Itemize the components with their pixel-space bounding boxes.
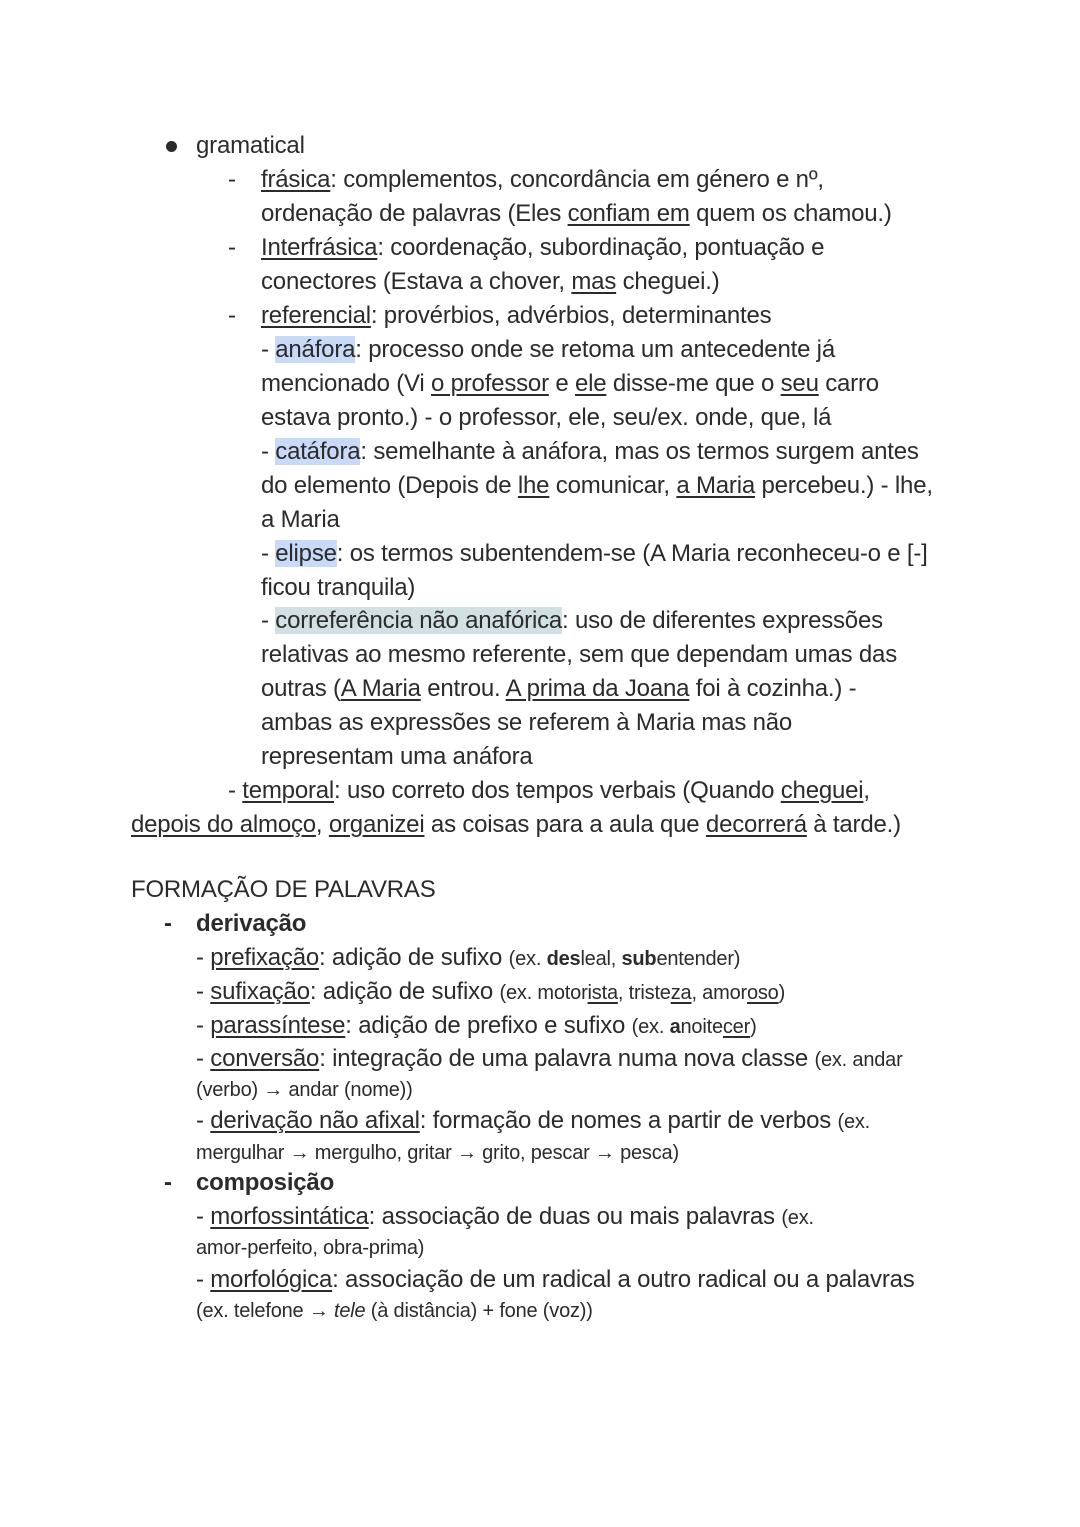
term-morfossintatica: morfossintática bbox=[210, 1203, 369, 1230]
bullet-gramatical: gramatical bbox=[196, 132, 305, 159]
subitem-catafora-cont: do elemento (Depois de lhe comunicar, a Maria percebeu.) - lhe, bbox=[261, 472, 933, 499]
subitem-catafora: - catáfora: semelhante à anáfora, mas os termos surgem antes bbox=[261, 438, 919, 465]
group-derivacao: derivação bbox=[196, 910, 307, 937]
subitem-anafora-cont: estava pronto.) - o professor, ele, seu/ex. onde, que, lá bbox=[261, 404, 832, 431]
term-referencial: referencial bbox=[261, 302, 371, 329]
subitem-anafora-cont: mencionado (Vi o professor e ele disse-me que o seu carro bbox=[261, 370, 879, 397]
item-conversao: - conversão: integração de uma palavra numa nova classe (ex. andar bbox=[196, 1045, 903, 1072]
subitem-catafora-cont: a Maria bbox=[261, 506, 340, 533]
term-elipse: elipse bbox=[275, 540, 337, 567]
term-interfrasica: Interfrásica bbox=[261, 234, 378, 261]
group-composicao: composição bbox=[196, 1169, 335, 1196]
item-temporal: - temporal: uso correto dos tempos verbais (Quando cheguei, bbox=[228, 777, 870, 804]
term-morfologica: morfológica bbox=[210, 1266, 333, 1293]
term-frasica: frásica bbox=[261, 166, 331, 193]
term-anafora: anáfora bbox=[275, 336, 356, 363]
section-heading: FORMAÇÃO DE PALAVRAS bbox=[131, 876, 436, 903]
term-derivacao-nao-afixal: derivação não afixal bbox=[210, 1107, 420, 1134]
item-morfologica-cont: (ex. telefone → tele (à distância) + fone (voz)) bbox=[196, 1300, 593, 1322]
dash-marker: - bbox=[228, 302, 236, 329]
item-interfrasica: Interfrásica: coordenação, subordinação, pontuação e bbox=[261, 234, 825, 261]
item-sufixacao: - sufixação: adição de sufixo (ex. motorista, tristeza, amoroso) bbox=[196, 978, 786, 1005]
item-temporal-cont: depois do almoço, organizei as coisas para a aula que decorrerá à tarde.) bbox=[131, 811, 901, 838]
item-parassintese: - parassíntese: adição de prefixo e sufixo (ex. anoitecer) bbox=[196, 1012, 757, 1039]
subitem-correferencia-cont: ambas as expressões se referem à Maria mas não bbox=[261, 709, 793, 736]
subitem-correferencia-cont: outras (A Maria entrou. A prima da Joana foi à cozinha.) - bbox=[261, 675, 857, 702]
subitem-correferencia-cont: relativas ao mesmo referente, sem que dependam umas das bbox=[261, 641, 898, 668]
subitem-anafora: - anáfora: processo onde se retoma um antecedente já bbox=[261, 336, 835, 363]
item-derivacao-nao-afixal-cont: mergulhar → mergulho, gritar → grito, pescar → pesca) bbox=[196, 1142, 679, 1164]
term-conversao: conversão bbox=[210, 1045, 320, 1072]
subitem-elipse-cont: ficou tranquila) bbox=[261, 574, 416, 601]
term-temporal: temporal bbox=[242, 777, 335, 804]
item-morfossintatica: - morfossintática: associação de duas ou mais palavras (ex. bbox=[196, 1203, 814, 1230]
term-sufixacao: sufixação bbox=[210, 978, 310, 1005]
item-morfossintatica-cont: amor-perfeito, obra-prima) bbox=[196, 1237, 425, 1259]
term-catafora: catáfora bbox=[275, 438, 361, 465]
item-derivacao-nao-afixal: - derivação não afixal: formação de nomes a partir de verbos (ex. bbox=[196, 1107, 871, 1134]
item-referencial: referencial: provérbios, advérbios, determinantes bbox=[261, 302, 772, 329]
subitem-elipse: - elipse: os termos subentendem-se (A Maria reconheceu-o e [-] bbox=[261, 540, 928, 567]
dash-marker: - bbox=[164, 1169, 172, 1196]
subitem-correferencia-cont: representam uma anáfora bbox=[261, 743, 533, 770]
item-prefixacao: - prefixação: adição de sufixo (ex. desleal, subentender) bbox=[196, 944, 741, 971]
item-interfrasica-cont: conectores (Estava a chover, mas cheguei.) bbox=[261, 268, 720, 295]
term-prefixacao: prefixação bbox=[210, 944, 319, 971]
dash-marker: - bbox=[228, 166, 236, 193]
dash-marker: - bbox=[164, 910, 172, 937]
dash-marker: - bbox=[228, 234, 236, 261]
bullet-icon bbox=[166, 141, 177, 152]
item-conversao-cont: (verbo) → andar (nome)) bbox=[196, 1079, 413, 1101]
item-frasica: frásica: complementos, concordância em género e nº, bbox=[261, 166, 824, 193]
item-morfologica: - morfológica: associação de um radical a outro radical ou a palavras bbox=[196, 1266, 915, 1293]
term-correferencia: correferência não anafórica bbox=[275, 607, 563, 634]
term-parassintese: parassíntese bbox=[210, 1012, 346, 1039]
subitem-correferencia: - correferência não anafórica: uso de diferentes expressões bbox=[261, 607, 883, 634]
item-frasica-cont: ordenação de palavras (Eles confiam em quem os chamou.) bbox=[261, 200, 892, 227]
